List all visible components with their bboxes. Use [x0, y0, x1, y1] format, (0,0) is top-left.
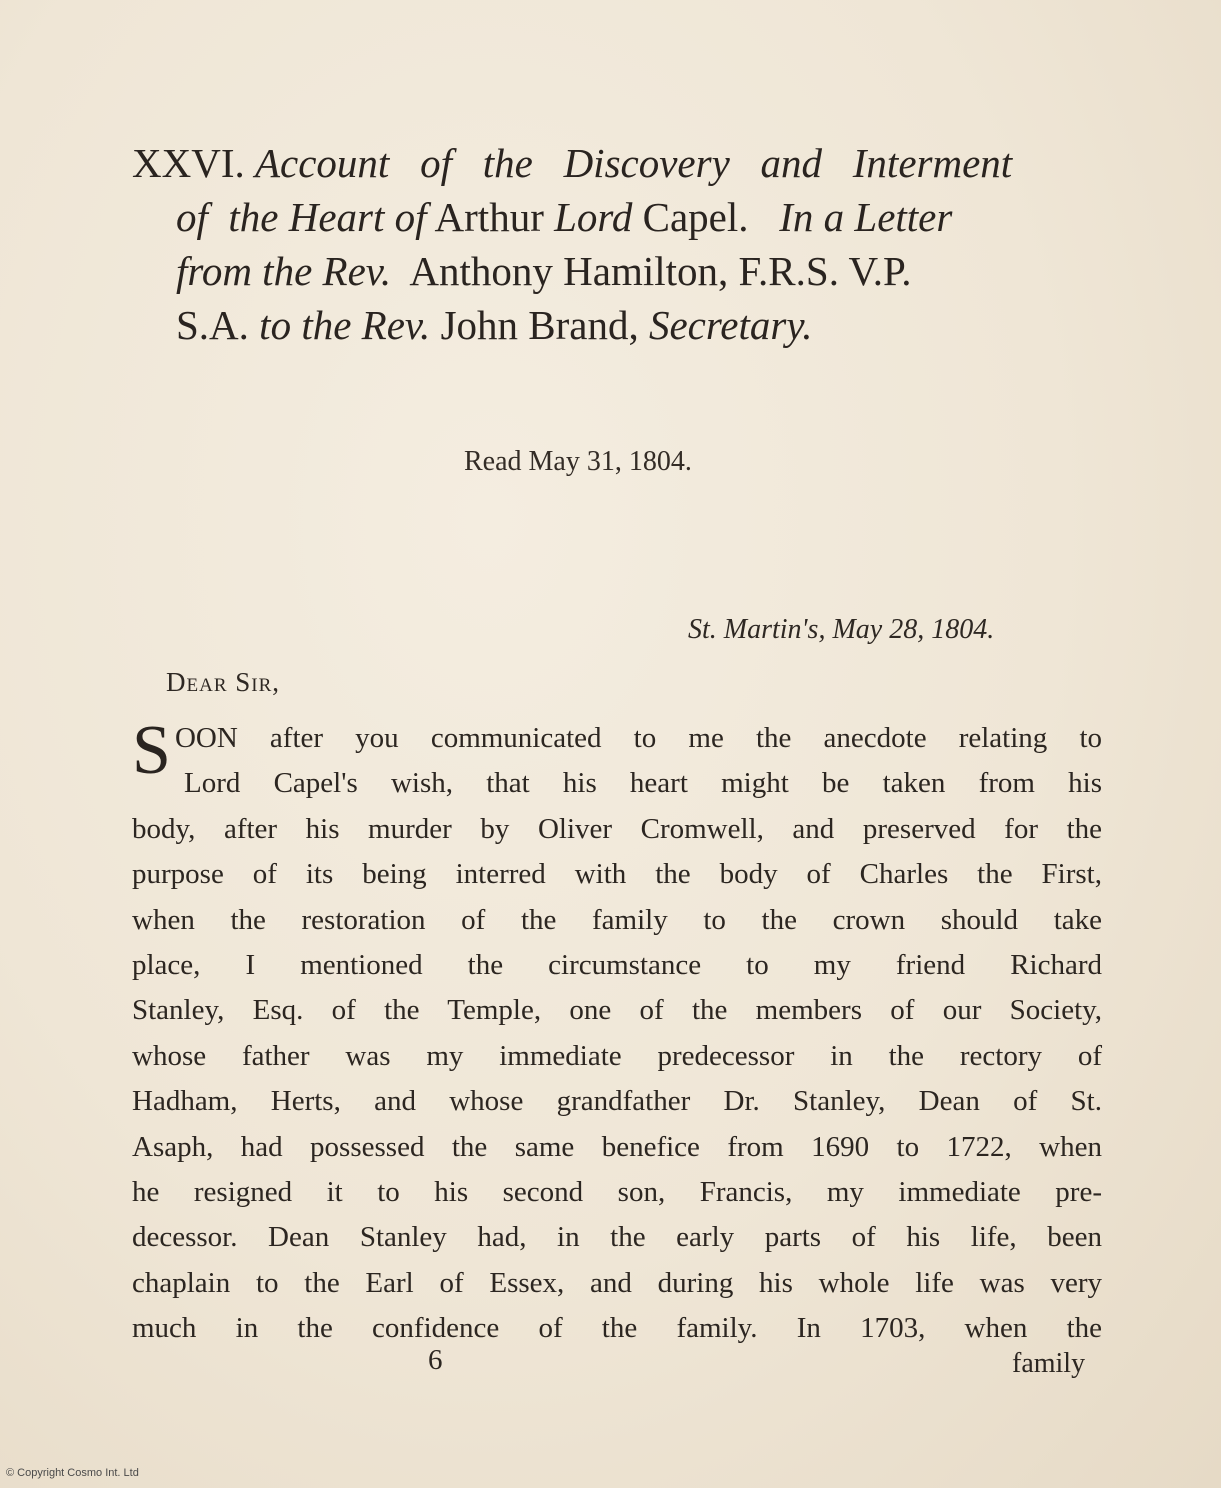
body-line: decessor. Dean Stanley had, in the early parts of his life, been	[132, 1221, 1102, 1254]
heading-word: Anthony Hamilton, F.R.S. V.P.	[409, 248, 912, 294]
heading-line-3	[132, 244, 1092, 298]
heading-word: Capel.	[642, 194, 749, 240]
heading-line-1	[132, 136, 1092, 190]
heading-word: and	[760, 140, 823, 186]
heading-word: Arthur	[434, 194, 544, 240]
heading-word: Account	[254, 140, 390, 186]
heading-word: Interment	[852, 140, 1013, 186]
heading-word: Discovery	[563, 140, 730, 186]
body-line: purpose of its being interred with the body of Charles the First,	[132, 858, 1102, 891]
heading-word: of	[420, 140, 452, 186]
heading-word: Secretary.	[648, 302, 813, 348]
body-line: chaplain to the Earl of Essex, and during his whole life was very	[132, 1266, 1102, 1299]
heading-word: to the Rev.	[259, 302, 431, 348]
article-heading	[132, 136, 1092, 352]
catchword: family	[1012, 1348, 1086, 1379]
read-date: Read May 31, 1804.	[464, 446, 692, 477]
body-line: Lord Capel's wish, that his heart might be taken from his	[184, 767, 1102, 800]
body-line: whose father was my immediate predecessor in the rectory of	[132, 1039, 1102, 1072]
body-line: much in the confidence of the family. In 1703, when the	[132, 1312, 1102, 1345]
body-line: place, I mentioned the circumstance to my friend Richard	[132, 949, 1102, 982]
letter-body	[132, 712, 1102, 1352]
heading-word: from the Rev.	[176, 248, 392, 294]
body-line: OON after you communicated to me the anecdote relating to	[174, 722, 1102, 754]
body-line: he resigned it to his second son, Francis, my immediate pre-	[132, 1176, 1102, 1209]
heading-word: In a Letter	[779, 194, 953, 240]
copyright-watermark: © Copyright Cosmo Int. Ltd	[6, 1467, 139, 1479]
body-line: Hadham, Herts, and whose grandfather Dr. Stanley, Dean of St.	[132, 1085, 1102, 1118]
body-line: Asaph, had possessed the same benefice from 1690 to 1722, when	[132, 1130, 1102, 1163]
body-line: when the restoration of the family to the crown should take	[132, 903, 1102, 936]
drop-cap: S	[132, 712, 171, 789]
heading-word: Lord	[554, 194, 633, 240]
page-folio: 6	[428, 1344, 443, 1376]
heading-word: of	[176, 194, 208, 240]
heading-line-4	[132, 298, 1092, 352]
letter-dateline: St. Martin's, May 28, 1804.	[688, 614, 995, 645]
salutation: Dear Sir,	[166, 667, 281, 697]
heading-number: XXVI.	[132, 140, 245, 186]
body-line: Stanley, Esq. of the Temple, one of the members of our Society,	[132, 994, 1102, 1027]
body-line: body, after his murder by Oliver Cromwell, and preserved for the	[132, 812, 1102, 845]
heading-line-2	[132, 190, 1092, 244]
heading-word: John Brand,	[440, 302, 639, 348]
heading-word: the	[482, 140, 533, 186]
heading-word: S.A.	[176, 302, 249, 348]
heading-word: the Heart of	[228, 194, 427, 240]
